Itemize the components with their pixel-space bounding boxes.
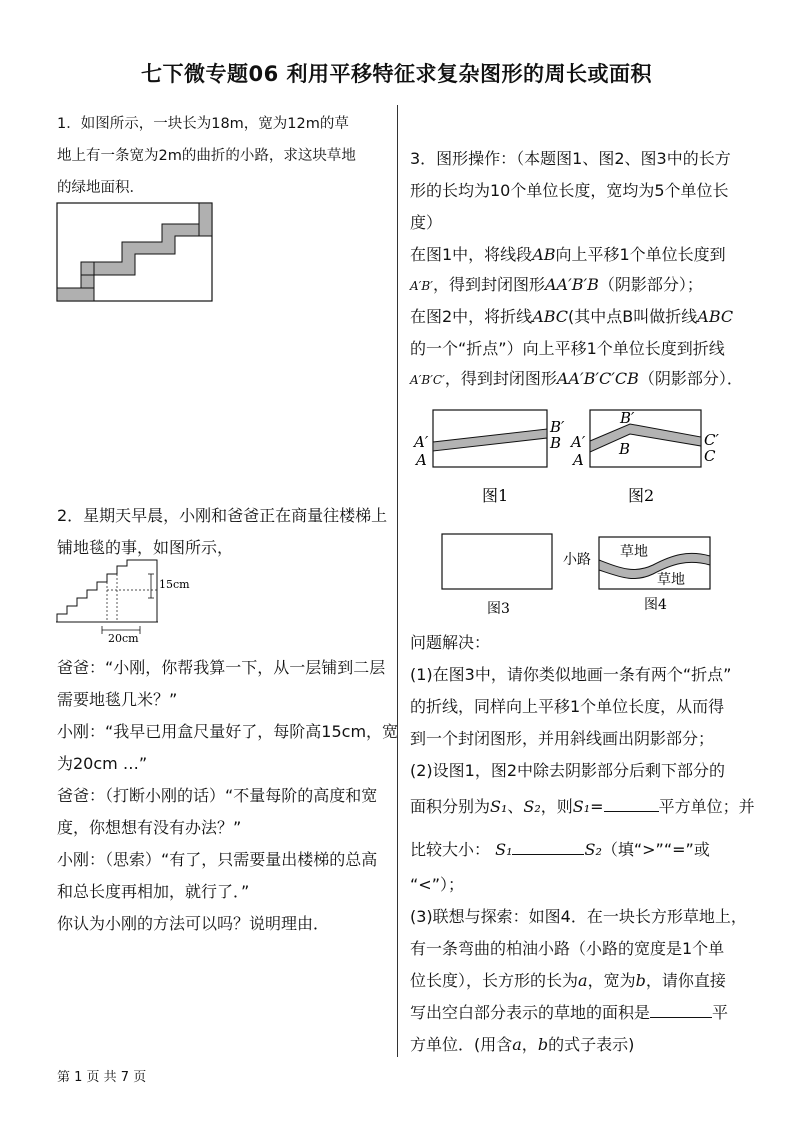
q3-line2: 形的长均为10个单位长度，宽均为5个单位长 (410, 181, 729, 200)
q3-p2a: (2)设图1，图2中除去阴影部分后剩下部分的 (410, 761, 726, 780)
grass-label-1: 草地 (620, 544, 648, 560)
q3-p3b: 有一条弯曲的柏油小路（小路的宽度是1个单 (410, 939, 725, 958)
figure-4 (563, 537, 710, 613)
svg-text:B′: B′ (550, 418, 565, 436)
answer-blank-s1[interactable] (604, 797, 659, 812)
svg-text:B: B (619, 440, 631, 458)
answer-blank-compare[interactable] (512, 840, 584, 855)
q2-dialog-8: 和总长度再相加，就行了．” (57, 882, 250, 901)
figure-2 (569, 409, 719, 505)
answer-blank-area[interactable] (650, 1003, 712, 1018)
q3-line3: 度） (410, 213, 443, 232)
page-title: 七下微专题06 利用平移特征求复杂图形的周长或面积 (140, 62, 653, 86)
q3-line7: 的一个“折点”）向上平移1个单位长度到折线 (410, 339, 725, 358)
svg-text:A′: A′ (571, 433, 586, 451)
q3-p1a: (1)在图3中，请你类似地画一条有两个“折点” (410, 665, 732, 684)
svg-text:C: C (704, 447, 716, 465)
figure-2-caption: 图2 (628, 486, 655, 505)
q3-line6: 在图2中，将折线ABC(其中点B叫做折线ABC (410, 307, 734, 326)
svg-text:B′: B′ (620, 409, 635, 427)
q3-p1b: 的折线，同样向上平移1个单位长度，从而得 (410, 697, 725, 716)
q3-p3c: 位长度），长方形的长为a，宽为b，请你直接 (410, 971, 726, 990)
q2-line2: 铺地毯的事，如图所示， (57, 538, 234, 557)
svg-text:C′: C′ (704, 431, 719, 449)
q3-p3d: 写出空白部分表示的草地的面积是 平 (410, 1003, 729, 1022)
svg-text:A: A (573, 451, 584, 469)
q3-p2d: “<”）； (410, 875, 464, 894)
q1-line2: 地上有一条宽为2m的曲折的小路，求这块草地 (57, 148, 356, 164)
q3-line5: A′B′，得到封闭图形AA′B′B（阴影部分）； (410, 275, 703, 294)
q2-question: 你认为小刚的方法可以吗？说明理由． (57, 914, 330, 933)
q3-line1: 3．图形操作：（本题图1、图2、图3中的长方 (410, 149, 731, 168)
q3-solve-heading: 问题解决： (410, 633, 491, 652)
figure-3 (442, 534, 552, 617)
q2-dialog-6: 度，你想想有没有办法？” (57, 818, 242, 837)
column-divider (397, 105, 398, 1057)
q3-p2b: 面积分别为S₁、S₂，则S₁= 平方单位；并 (410, 797, 755, 816)
q1-figure (56, 200, 216, 304)
q3-line4: 在图1中，将线段AB向上平移1个单位长度到 (410, 245, 726, 264)
road-label: 小路 (563, 552, 591, 568)
q2-dialog-3: 小刚：“我早已用盒尺量好了，每阶高15cm，宽 (57, 722, 399, 741)
q1-line1: 1．如图所示，一块长为18m，宽为12m的草 (57, 116, 349, 132)
q2-dialog-2: 需要地毯几米？” (57, 690, 178, 709)
figure-4-caption: 图4 (644, 597, 667, 613)
q2-dialog-7: 小刚：（思索）“有了，只需要量出楼梯的总高 (57, 850, 378, 869)
q2-dialog-1: 爸爸：“小刚，你帮我算一下，从一层铺到二层 (57, 658, 386, 677)
svg-text:A: A (416, 451, 427, 469)
svg-text:A′: A′ (414, 433, 429, 451)
q3-p3a: (3)联想与探索：如图4．在一块长方形草地上， (410, 907, 747, 926)
q3-p3e: 方单位．(用含a，b的式子表示) (410, 1035, 635, 1054)
figure-1-caption: 图1 (482, 486, 509, 505)
svg-text:B: B (550, 434, 562, 452)
grass-label-2: 草地 (657, 572, 685, 588)
q2-height-label: 15cm (159, 578, 190, 591)
figure-3-caption: 图3 (487, 601, 510, 617)
q2-line1: 2．星期天早晨，小刚和爸爸正在商量往楼梯上 (57, 506, 388, 525)
q3-line8: A′B′C′，得到封闭图形AA′B′C′CB（阴影部分）． (410, 369, 743, 388)
q2-width-label: 20cm (108, 632, 139, 644)
q2-dialog-5: 爸爸：（打断小刚的话）“不量每阶的高度和宽 (57, 786, 378, 805)
q3-figures-1-2 (410, 405, 730, 510)
q3-figures-3-4 (410, 530, 730, 618)
figure-1 (412, 410, 565, 505)
q1-line3: 的绿地面积． (57, 180, 144, 196)
q3-p1c: 到一个封闭图形，并用斜线画出阴影部分； (410, 729, 715, 748)
q2-dialog-4: 为20cm …” (57, 754, 148, 773)
page-footer: 第 1 页 共 7 页 (57, 1070, 147, 1085)
q3-p2c: 比较大小： S₁ S₂（填“>”“=”或 (410, 840, 710, 859)
q2-stairs-figure (56, 558, 216, 644)
